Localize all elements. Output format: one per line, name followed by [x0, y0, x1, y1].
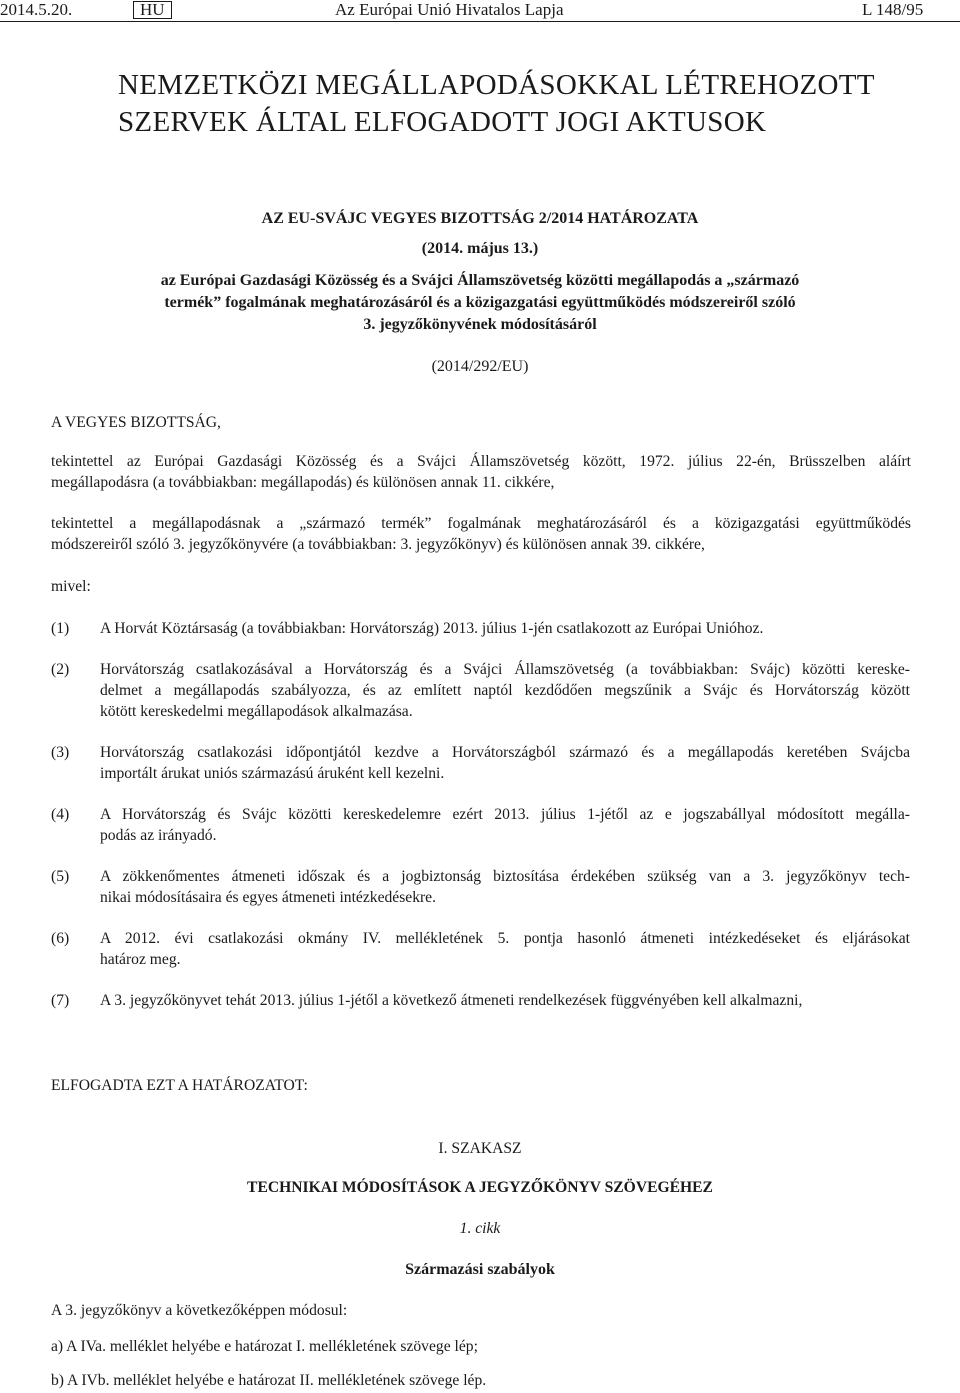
item-1-number: (1) — [51, 620, 70, 637]
decision-subject-line-1: az Európai Gazdasági Közösség és a Svájci Államszövetség közötti megállapodás a „származó — [160, 272, 800, 289]
amendment-point-a: a) A IVa. melléklet helyébe e határozat I. mellékletének szövege lép; — [51, 1338, 478, 1355]
item-5-line-2: nikai módosításaira és egyes átmeneti intézkedésekre. — [100, 889, 437, 906]
adoption-statement: ELFOGADTA EZT A HATÁROZATOT: — [51, 1077, 308, 1094]
item-7-line-1: A 3. jegyzőkönyvet tehát 2013. július 1-jétől a következő átmeneti rendelkezések függvényében kell alkalmazni, — [100, 992, 803, 1009]
committee-label: A VEGYES BIZOTTSÁG, — [51, 414, 221, 431]
recital-a-line-1: tekintettel az Európai Gazdasági Közösség és a Svájci Államszövetség között, 1972. július 22-én, Brüsszelben aláírt — [51, 453, 911, 470]
language-code: HU — [133, 1, 172, 19]
item-2-number: (2) — [51, 661, 70, 678]
part-label: I. SZAKASZ — [438, 1140, 522, 1157]
article-number: 1. cikk — [459, 1220, 501, 1237]
item-2-line-1: Horvátország csatlakozásával a Horvátország és a Svájci Államszövetség (a továbbiakban: Svájc) közötti kereske- — [100, 661, 910, 678]
item-1-line-1: A Horvát Köztársaság (a továbbiakban: Horvátország) 2013. július 1-jén csatlakozott az Európai Unióhoz. — [100, 620, 764, 637]
item-4-line-2: podás az irányadó. — [100, 827, 217, 844]
item-2-line-2: delmet a megállapodás szabályozza, és az említett naptól kezdődően megszűnik a Svájc és Horvátország között — [100, 682, 910, 699]
item-6-line-1: A 2012. évi csatlakozási okmány IV. mellékletének 5. pontja hasonló átmeneti intézkedéseket és eljárásokat — [100, 930, 910, 947]
item-3-number: (3) — [51, 744, 70, 761]
item-3-line-1: Horvátország csatlakozási időpontjától kezdve a Horvátországból származó és a megállapodás keretében Svájcba — [100, 744, 910, 761]
header-date: 2014.5.20. — [0, 0, 73, 19]
item-4-number: (4) — [51, 806, 70, 823]
amendment-point-b: b) A IVb. melléklet helyébe e határozat II. mellékletének szövege lép. — [51, 1372, 487, 1389]
item-7-number: (7) — [51, 992, 70, 1009]
article-title: Származási szabályok — [405, 1261, 555, 1278]
decision-date: (2014. május 13.) — [421, 240, 539, 257]
recital-b-line-1: tekintettel a megállapodásnak a „származó termék” fogalmának meghatározásáról és a közigazgatási együttműködés — [51, 515, 911, 532]
section-title-line-2: SZERVEK ÁLTAL ELFOGADOTT JOGI AKTUSOK — [118, 106, 767, 138]
recital-a-line-2: megállapodásra (a továbbiakban: megállapodás) és különösen annak 11. cikkére, — [51, 474, 555, 491]
section-title-line-1: NEMZETKÖZI MEGÁLLAPODÁSOKKAL LÉTREHOZOTT — [118, 69, 875, 101]
item-4-line-1: A Horvátország és Svájc közötti kereskedelemre ezért 2013. július 1-jétől az e jogszabállyal módosított megálla- — [100, 806, 910, 823]
item-5-number: (5) — [51, 868, 70, 885]
language-box — [133, 0, 172, 20]
whereas-label: mivel: — [51, 578, 91, 595]
part-title: TECHNIKAI MÓDOSÍTÁSOK A JEGYZŐKÖNYV SZÖVEGÉHEZ — [247, 1179, 713, 1196]
item-2-line-3: kötött kereskedelmi megállapodások alkalmazása. — [100, 703, 413, 720]
decision-reference: (2014/292/EU) — [431, 358, 529, 375]
item-5-line-1: A zökkenőmentes átmeneti időszak és a jogbiztonság biztosítása érdekében szükség van a 3. jegyzőkönyv tech- — [100, 868, 910, 885]
item-6-number: (6) — [51, 930, 70, 947]
amendment-intro: A 3. jegyzőkönyv a következőképpen módosul: — [51, 1302, 348, 1319]
page-number: L 148/95 — [862, 0, 924, 19]
item-6-line-2: határoz meg. — [100, 951, 181, 968]
decision-subject-line-2: termék” fogalmának meghatározásáról és a közigazgatási együttműködés módszereiről szóló — [164, 294, 796, 311]
item-3-line-2: importált árukat uniós származású áruként kell kezelni. — [100, 765, 445, 782]
recital-b-line-2: módszereiről szóló 3. jegyzőkönyvére (a továbbiakban: 3. jegyzőkönyv) és különösen annak 39. cikkére, — [51, 536, 705, 553]
header-rule — [0, 21, 960, 22]
decision-title: AZ EU-SVÁJC VEGYES BIZOTTSÁG 2/2014 HATÁROZATA — [261, 210, 699, 227]
decision-subject-line-3: 3. jegyzőkönyvének módosításáról — [363, 316, 597, 333]
journal-title: Az Európai Unió Hivatalos Lapja — [335, 0, 564, 19]
